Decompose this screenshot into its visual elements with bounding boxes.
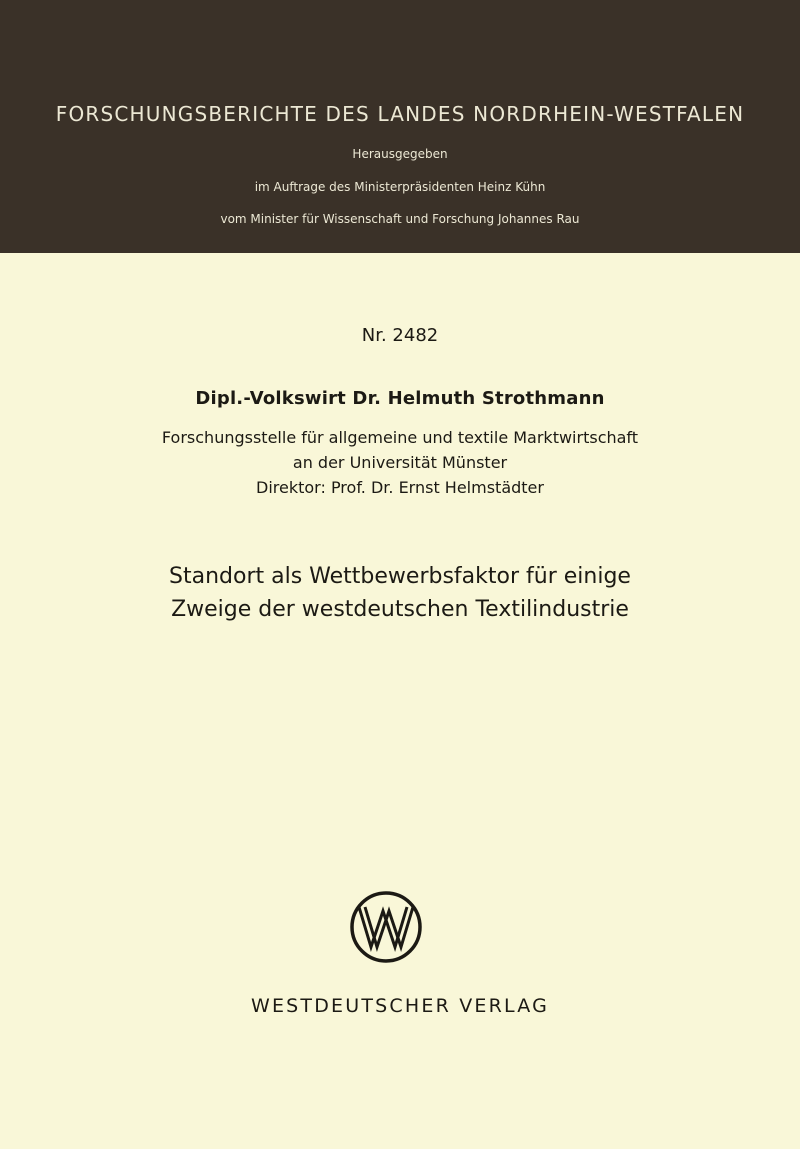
book-title-line-1: Standort als Wettbewerbsfaktor für einige xyxy=(169,564,631,589)
header-band xyxy=(0,0,800,253)
institution-line: Forschungsstelle für allgemeine und textile Marktwirtschaft xyxy=(161,428,639,447)
publisher-ww-logo-icon xyxy=(349,890,423,964)
minister-line: vom Minister für Wissenschaft und Forschung Johannes Rau xyxy=(220,212,580,226)
cover-content xyxy=(0,253,800,1149)
book-title-line-2: Zweige der westdeutschen Textilindustrie xyxy=(171,597,629,622)
commission-line: im Auftrage des Ministerpräsidenten Heinz Kühn xyxy=(254,180,546,194)
author-name: Dipl.-Volkswirt Dr. Helmuth Strothmann xyxy=(195,388,605,409)
director-line: Direktor: Prof. Dr. Ernst Helmstädter xyxy=(256,478,544,497)
publisher-name: WESTDEUTSCHER VERLAG xyxy=(250,995,550,1017)
report-number: Nr. 2482 xyxy=(361,325,439,346)
series-title: FORSCHUNGSBERICHTE DES LANDES NORDRHEIN-WESTFALEN xyxy=(55,102,745,126)
editor-line: Herausgegeben xyxy=(352,147,448,161)
university-line: an der Universität Münster xyxy=(292,453,508,472)
